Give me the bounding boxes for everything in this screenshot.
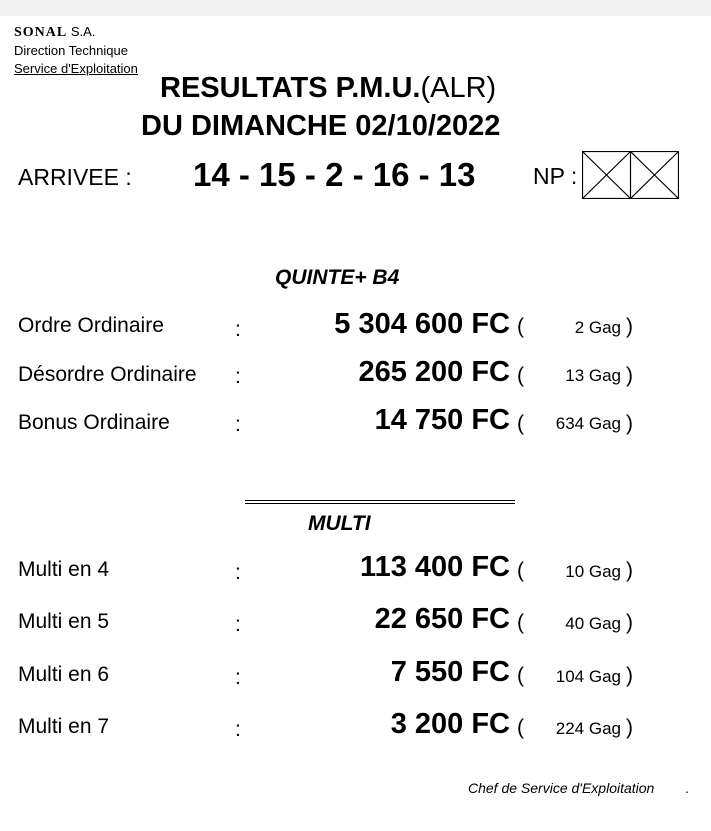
company-suffix: S.A. [70,24,96,39]
row-amount: 113 400 FC [360,551,510,583]
row-colon: : [235,413,241,436]
row-winners: 634 Gag [555,414,621,433]
section-divider [245,500,515,504]
service-label: Service d'Exploitation [14,61,138,76]
row-paren-close: ) [626,611,633,634]
row-colon: : [235,666,241,689]
row-paren-open: ( [517,611,524,634]
row-label: Multi en 7 [18,715,110,738]
row-paren-close: ) [626,716,633,739]
top-margin-strip [0,0,711,16]
trailing-mark: . [685,780,689,796]
row-amount: 14 750 FC [374,404,510,436]
row-amount: 22 650 FC [374,603,510,635]
row-colon: : [235,613,241,636]
row-paren-open: ( [517,664,524,687]
row-label: Désordre Ordinaire [18,363,197,386]
arrivee-numbers: 14 - 15 - 2 - 16 - 13 [193,156,476,193]
row-amount: 265 200 FC [358,356,510,388]
row-paren-close: ) [626,315,633,338]
row-colon: : [235,561,241,584]
row-paren-open: ( [517,315,524,338]
np-label: NP : [533,163,578,189]
row-paren-open: ( [517,364,524,387]
row-label: Ordre Ordinaire [18,314,164,337]
row-paren-close: ) [626,559,633,582]
row-paren-open: ( [517,559,524,582]
row-winners: 10 Gag [565,562,621,581]
row-winners: 104 Gag [555,667,621,686]
row-paren-close: ) [626,664,633,687]
row-amount: 3 200 FC [390,708,510,740]
row-paren-close: ) [626,364,633,387]
row-label: Multi en 5 [18,610,110,633]
row-colon: : [235,318,241,341]
row-amount: 7 550 FC [390,656,510,688]
arrivee-label: ARRIVEE : [18,164,132,190]
company-name [14,24,95,41]
row-colon: : [235,365,241,388]
row-colon: : [235,718,241,741]
title-main: RESULTATS P.M.U. [160,72,421,104]
row-winners: 2 Gag [574,318,621,337]
document-title [160,72,496,105]
row-label: Multi en 6 [18,663,110,686]
quinte-heading: QUINTE+ B4 [275,266,400,289]
row-winners: 224 Gag [555,719,621,738]
title-suffix: (ALR) [420,72,497,104]
row-amount: 5 304 600 FC [334,308,510,340]
row-paren-close: ) [626,412,633,435]
row-winners: 13 Gag [565,366,621,385]
row-winners: 40 Gag [565,614,621,633]
row-paren-open: ( [517,716,524,739]
document-date: DU DIMANCHE 02/10/2022 [141,110,501,142]
row-label: Multi en 4 [18,558,110,581]
multi-heading: MULTI [308,512,371,535]
department-label: Direction Technique [14,43,128,58]
row-paren-open: ( [517,412,524,435]
signature-title: Chef de Service d'Exploitation [468,780,655,796]
row-label: Bonus Ordinaire [18,411,170,434]
company-brand: SONAL [14,25,68,40]
np-crossed-boxes [582,151,679,199]
